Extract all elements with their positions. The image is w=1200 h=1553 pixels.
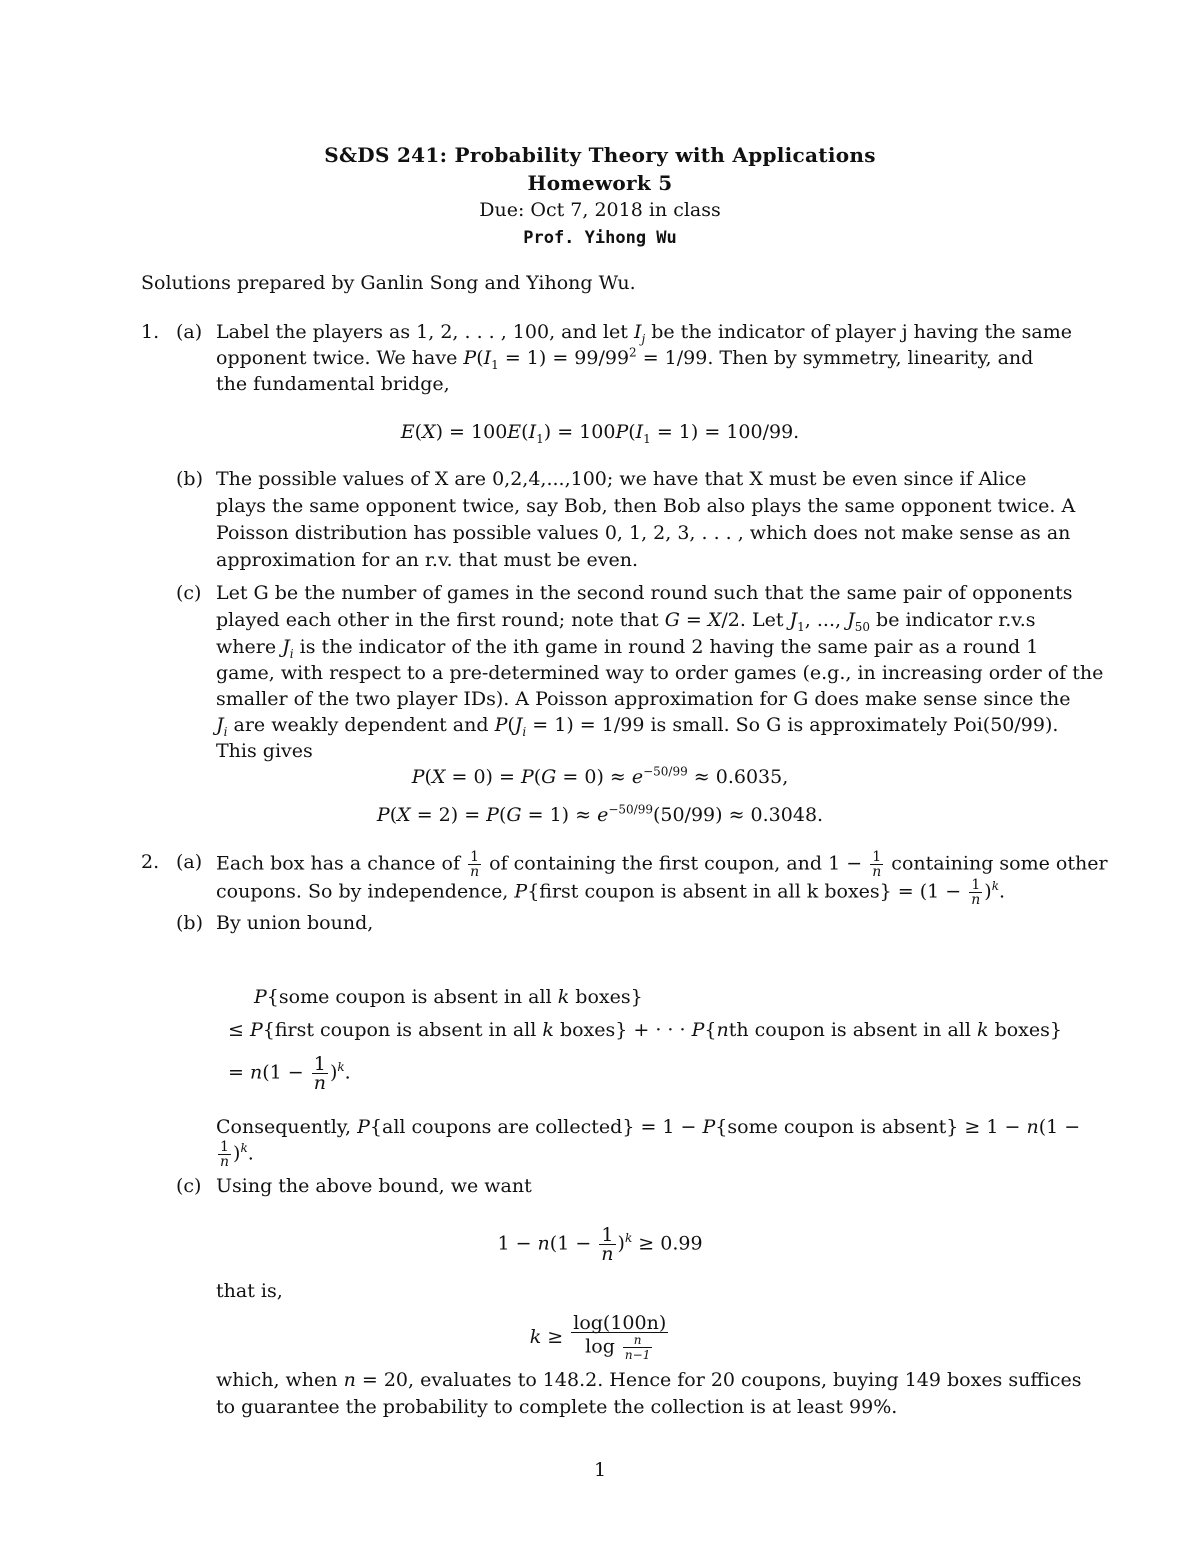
problem-text: the fundamental bridge,: [216, 373, 450, 395]
problem-text: This gives: [216, 740, 313, 762]
document-subtitle: Homework 5: [527, 171, 673, 195]
equation: $P(X = 0) = P(G = 0) \approx e^{-50/99} \approx 0.6035$,: [411, 764, 789, 788]
professor-name: Prof. Yihong Wu: [523, 228, 677, 248]
part-label: (c): [176, 582, 202, 604]
equation: 1 − n(1 − $\frac{1}{n}$ )$^k$ ≥ 0.99: [497, 1224, 703, 1265]
problem-text: $J_i$ are weakly dependent and $P(J_i = 1) = 1/99$ is small. So G is approximately Poi(50/99).: [216, 714, 1059, 739]
equation: $E(X) = 100E(I_1) = 100P(I_1 = 1) = 100/99$.: [400, 421, 800, 446]
part-label: (a): [176, 321, 203, 343]
problem-text: smaller of the two player IDs). A Poisson approximation for G does make sense since the: [216, 688, 1071, 710]
problem-text: By union bound,: [216, 912, 374, 934]
problem-text: to guarantee the probability to complete the collection is at least 99%.: [216, 1396, 898, 1418]
part-label: (b): [176, 912, 203, 934]
problem-number: 2.: [141, 851, 160, 873]
equation: = n(1 − $\frac{1}{n}$ )$^k$.: [228, 1053, 351, 1094]
equation: ≤ P{first coupon is absent in all k boxes} + · · · P{nth coupon is absent in all k boxes}: [228, 1019, 1062, 1041]
problem-text: plays the same opponent twice, say Bob, then Bob also plays the same opponent twice. A: [216, 495, 1076, 517]
problem-text: opponent twice. We have $P(I_1 = 1) = 99/99^2 = 1/99$. Then by symmetry, linearity, and: [216, 345, 1034, 372]
problem-text: Poisson distribution has possible values 0, 1, 2, 3, . . . , which does not make sense as an: [216, 522, 1071, 544]
problem-text: The possible values of X are 0,2,4,...,100; we have that X must be even since if Alice: [216, 468, 1027, 490]
intro-text: Solutions prepared by Ganlin Song and Yihong Wu.: [141, 272, 636, 294]
problem-text: approximation for an r.v. that must be even.: [216, 549, 639, 571]
problem-text: $\frac{1}{n}$ )$^k$.: [220, 1139, 254, 1170]
problem-text: game, with respect to a pre-determined way to order games (e.g., in increasing order of the: [216, 662, 1104, 684]
problem-number: 1.: [141, 321, 160, 343]
problem-text: Let G be the number of games in the second round such that the same pair of opponents: [216, 582, 1073, 604]
problem-text: coupons. So by independence, P{first coupon is absent in all k boxes} = (1 − $\frac{1}{n}$ )$^k$.: [216, 877, 1006, 908]
part-label: (a): [176, 851, 203, 873]
due-date: Due: Oct 7, 2018 in class: [479, 199, 721, 221]
equation: P{some coupon is absent in all k boxes}: [254, 986, 643, 1008]
equation: k ≥ log(100n) log $\frac{n}{n-1}$: [529, 1312, 667, 1362]
problem-text: which, when n = 20, evaluates to 148.2. Hence for 20 coupons, buying 149 boxes suffices: [216, 1369, 1082, 1391]
problem-text: Label the players as 1, 2, . . . , 100, and let $I_j$ be the indicator of player j having the same: [216, 321, 1072, 346]
problem-text: where $J_i$ is the indicator of the ith game in round 2 having the same pair as a round 1: [216, 636, 1039, 661]
problem-text: Each box has a chance of $\frac{1}{n}$ of containing the first coupon, and 1 − $\frac{1}{n}$ containing some other: [216, 849, 1108, 880]
problem-text: Using the above bound, we want: [216, 1175, 532, 1197]
problem-text: Consequently, P{all coupons are collected} = 1 − P{some coupon is absent} ≥ 1 − n(1 −: [216, 1116, 1081, 1138]
part-label: (c): [176, 1175, 202, 1197]
problem-text: that is,: [216, 1280, 283, 1302]
equation: $P(X = 2) = P(G = 1) \approx e^{-50/99}(50/99) \approx 0.3048$.: [376, 802, 824, 826]
page-number: 1: [593, 1459, 607, 1481]
document-title: S&DS 241: Probability Theory with Applications: [324, 143, 876, 167]
problem-text: played each other in the first round; note that G = X/2. Let $J_1$, ..., $J_{50}$ be indicator r.v.s: [216, 609, 1036, 634]
part-label: (b): [176, 468, 203, 490]
